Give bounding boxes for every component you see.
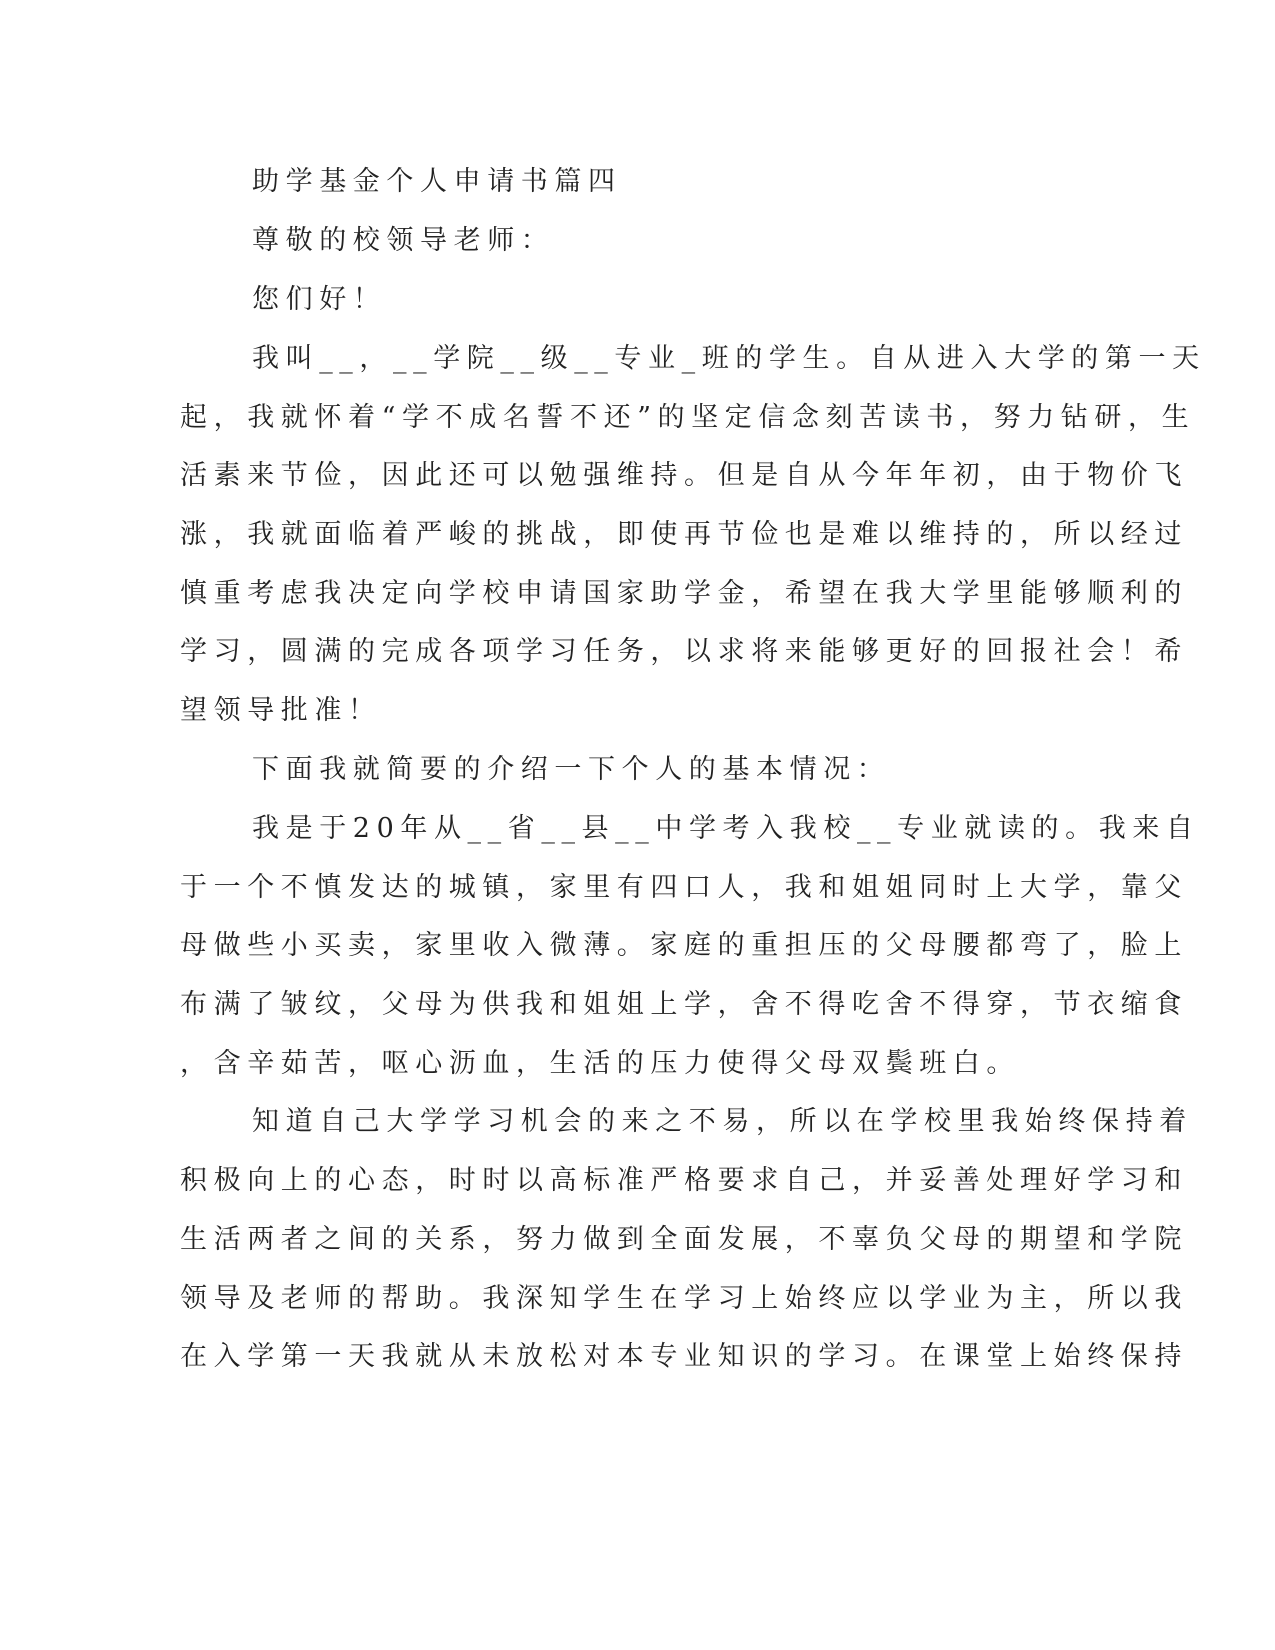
paragraph-line: 在入学第一天我就从未放松对本专业知识的学习。在课堂上始终保持 <box>180 1341 1188 1372</box>
paragraph-line: 知道自己大学学习机会的来之不易，所以在学校里我始终保持着 <box>252 1106 1193 1137</box>
paragraph-line: 慎重考虑我决定向学校申请国家助学金，希望在我大学里能够顺利的 <box>180 578 1188 609</box>
paragraph-line: 望领导批准！ <box>180 695 382 726</box>
paragraph-line: 我是于20年从__省__县__中学考入我校__专业就读的。我来自 <box>252 813 1200 844</box>
paragraph-line: 布满了皱纹，父母为供我和姐姐上学，舍不得吃舍不得穿，节衣缩食 <box>180 989 1188 1020</box>
greeting: 您们好！ <box>252 284 387 315</box>
paragraph-line: 涨，我就面临着严峻的挑战，即使再节俭也是难以维持的，所以经过 <box>180 519 1188 550</box>
paragraph-line: 母做些小买卖，家里收入微薄。家庭的重担压的父母腰都弯了，脸上 <box>180 930 1188 961</box>
paragraph-line: 积极向上的心态，时时以高标准严格要求自己，并妥善处理好学习和 <box>180 1165 1188 1196</box>
paragraph-line: 学习，圆满的完成各项学习任务，以求将来能够更好的回报社会！希 <box>180 636 1188 667</box>
paragraph-line: ，含辛茹苦，呕心沥血，生活的压力使得父母双鬓班白。 <box>180 1048 1020 1079</box>
paragraph-line: 生活两者之间的关系，努力做到全面发展，不辜负父母的期望和学院 <box>180 1224 1188 1255</box>
paragraph-line: 下面我就简要的介绍一下个人的基本情况： <box>252 754 891 785</box>
salutation: 尊敬的校领导老师： <box>252 225 555 256</box>
document-title: 助学基金个人申请书篇四 <box>252 166 622 197</box>
paragraph-line: 于一个不慎发达的城镇，家里有四口人，我和姐姐同时上大学，靠父 <box>180 872 1188 903</box>
paragraph-line: 起，我就怀着“学不成名誓不还”的坚定信念刻苦读书，努力钻研，生 <box>180 402 1196 433</box>
paragraph-line: 领导及老师的帮助。我深知学生在学习上始终应以学业为主，所以我 <box>180 1283 1188 1314</box>
paragraph-line: 我叫__，__学院__级__专业_班的学生。自从进入大学的第一天 <box>252 343 1206 374</box>
paragraph-line: 活素来节俭，因此还可以勉强维持。但是自从今年年初，由于物价飞 <box>180 460 1188 491</box>
